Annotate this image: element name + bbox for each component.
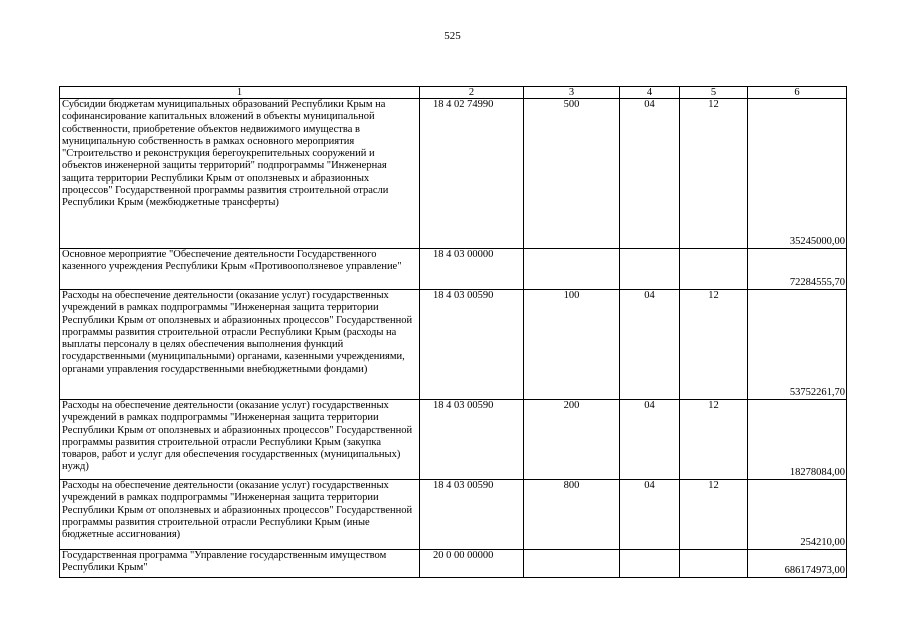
table-row xyxy=(60,249,847,290)
table-row xyxy=(60,480,847,550)
row-section: 04 xyxy=(620,480,680,550)
row-subsection xyxy=(680,550,748,578)
row-subsection: 12 xyxy=(680,99,748,249)
row-subsection: 12 xyxy=(680,290,748,400)
header-col-4: 4 xyxy=(620,87,680,99)
row-amount: 72284555,70 xyxy=(748,249,847,290)
header-col-5: 5 xyxy=(680,87,748,99)
row-name: Государственная программа "Управление государственным имуществом Республики Крым" xyxy=(60,550,420,578)
row-name: Расходы на обеспечение деятельности (оказание услуг) государственных учреждений в рамках подпрограммы "Инженерная защита территории Республики Крым от оползневых и абразионных процессов" Государственной программы развития строительной отрасли Республики Крым (иные бюджетные ассигнования) xyxy=(60,480,420,550)
row-section: 04 xyxy=(620,290,680,400)
table-row xyxy=(60,550,847,578)
row-amount: 18278084,00 xyxy=(748,400,847,480)
row-section xyxy=(620,249,680,290)
page-number: 525 xyxy=(444,30,461,42)
table-row xyxy=(60,99,847,249)
row-name: Основное мероприятие "Обеспечение деятельности Государственного казенного учреждения Республики Крым «Противооползневое управление" xyxy=(60,249,420,290)
header-col-2: 2 xyxy=(420,87,524,99)
header-col-6: 6 xyxy=(748,87,847,99)
row-amount: 53752261,70 xyxy=(748,290,847,400)
row-amount: 254210,00 xyxy=(748,480,847,550)
row-code: 18 4 03 00590 xyxy=(420,480,524,550)
header-row xyxy=(60,87,847,99)
row-expense-type: 800 xyxy=(524,480,620,550)
row-expense-type: 500 xyxy=(524,99,620,249)
row-expense-type: 200 xyxy=(524,400,620,480)
row-name: Расходы на обеспечение деятельности (оказание услуг) государственных учреждений в рамках подпрограммы "Инженерная защита территории Республики Крым от оползневых и абразионных процессов" Государственной программы развития строительной отрасли Республики Крым (закупка товаров, работ и услуг для обеспечения государственных (муниципальных) нужд) xyxy=(60,400,420,480)
row-amount: 686174973,00 xyxy=(748,550,847,578)
budget-table xyxy=(59,86,847,578)
row-section xyxy=(620,550,680,578)
row-subsection: 12 xyxy=(680,400,748,480)
row-section: 04 xyxy=(620,400,680,480)
row-amount: 35245000,00 xyxy=(748,99,847,249)
table-row xyxy=(60,400,847,480)
row-expense-type: 100 xyxy=(524,290,620,400)
row-code: 18 4 03 00000 xyxy=(420,249,524,290)
row-code: 18 4 03 00590 xyxy=(420,400,524,480)
table-row xyxy=(60,290,847,400)
row-expense-type xyxy=(524,550,620,578)
row-expense-type xyxy=(524,249,620,290)
row-code: 18 4 02 74990 xyxy=(420,99,524,249)
row-subsection xyxy=(680,249,748,290)
row-code: 18 4 03 00590 xyxy=(420,290,524,400)
row-name: Расходы на обеспечение деятельности (оказание услуг) государственных учреждений в рамках подпрограммы "Инженерная защита территории Республики Крым от оползневых и абразионных процессов" Государственной программы развития строительной отрасли Республики Крым (расходы на выплаты персоналу в целях обеспечения выполнения функций государственными (муниципальными) органами, казенными учреждениями, органами управления государственными внебюджетными фондами) xyxy=(60,290,420,400)
row-section: 04 xyxy=(620,99,680,249)
row-name: Субсидии бюджетам муниципальных образований Республики Крым на софинансирование капитальных вложений в объекты муниципальной собственности, приобретение объектов недвижимого имущества в муниципальную собственность в рамках основного мероприятия "Строительство и реконструкция берегоукрепительных сооружений и объектов инженерной защиты территорий" подпрограммы "Инженерная защита территории Республики Крым от оползневых и абразионных процессов" Государственной программы развития строительной отрасли Республики Крым (межбюджетные трансферты) xyxy=(60,99,420,249)
header-col-3: 3 xyxy=(524,87,620,99)
header-col-1: 1 xyxy=(60,87,420,99)
row-subsection: 12 xyxy=(680,480,748,550)
row-code: 20 0 00 00000 xyxy=(420,550,524,578)
